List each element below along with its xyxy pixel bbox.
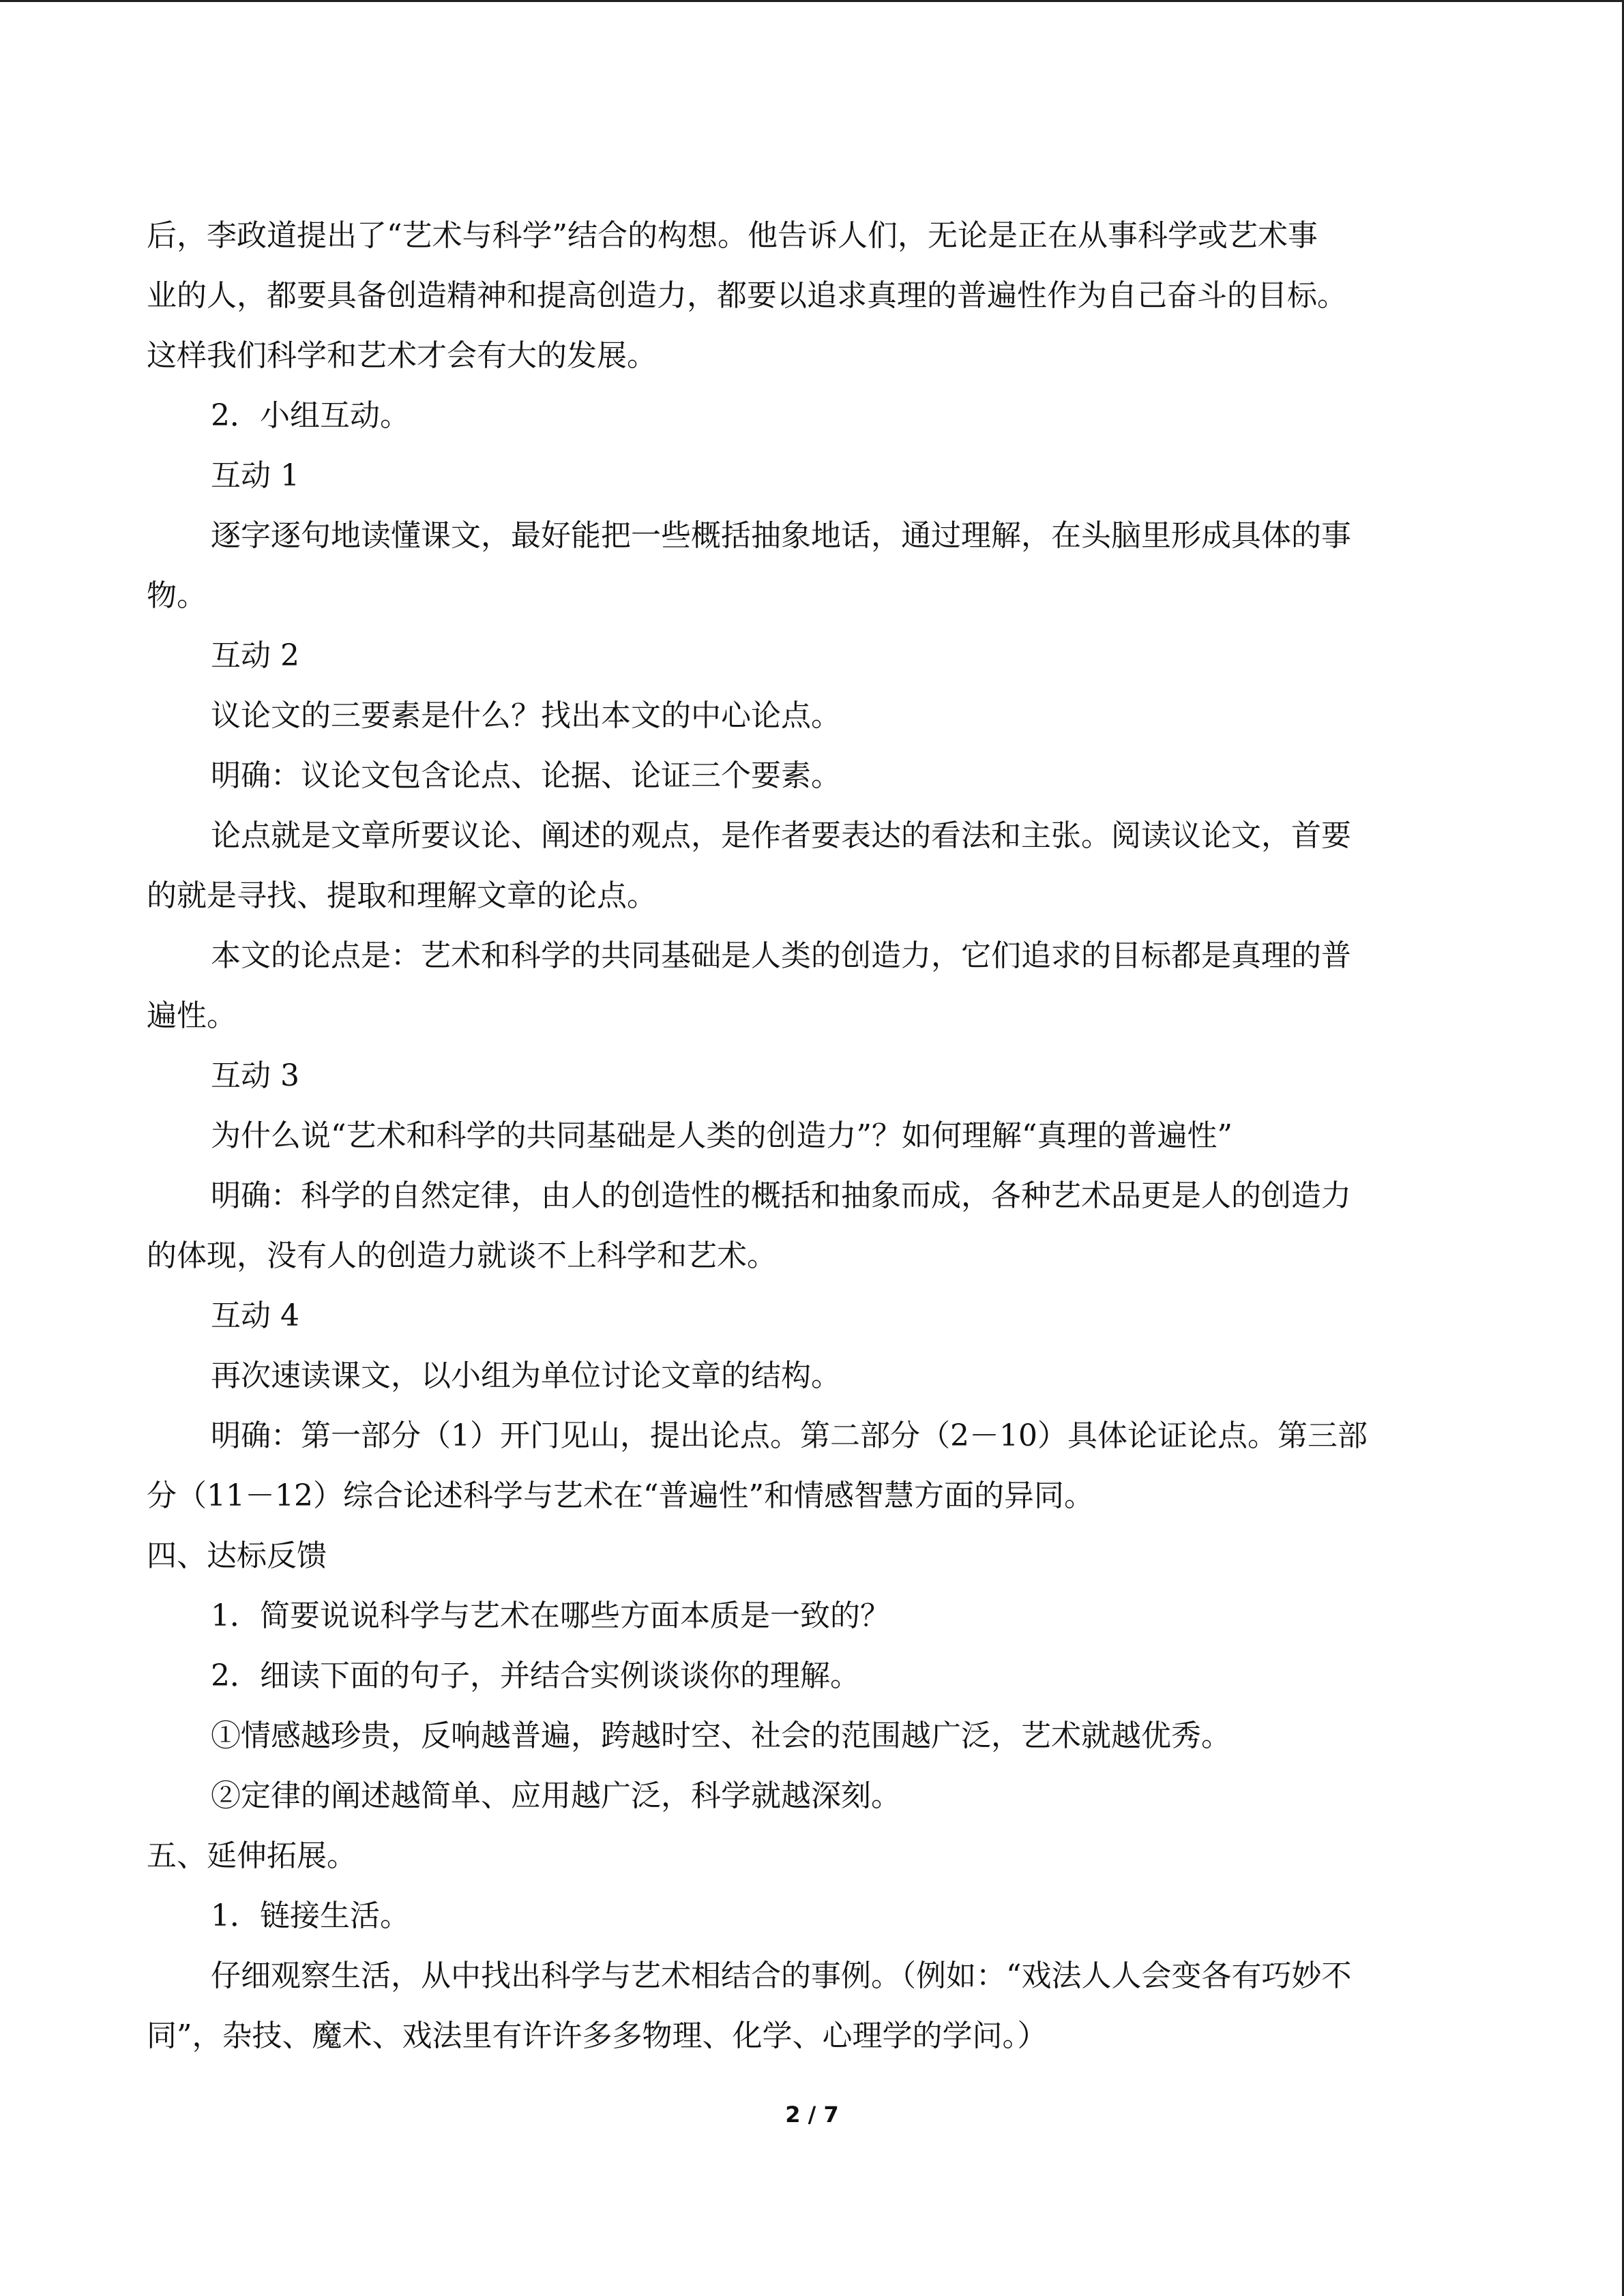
subheading: 互动 3: [211, 1058, 299, 1093]
text-line: 仔细观察生活，从中找出科学与艺术相结合的事例。（例如：“戏法人人会变各有巧妙不: [211, 1958, 1352, 1993]
text-line: 这样我们科学和艺术才会有大的发展。: [147, 338, 657, 373]
section-heading: 五、延伸拓展。: [147, 1838, 357, 1873]
text-line: 本文的论点是：艺术和科学的共同基础是人类的创造力，它们追求的目标都是真理的普: [211, 938, 1351, 973]
list-item: 1．简要说说科学与艺术在哪些方面本质是一致的？: [211, 1598, 890, 1633]
list-item: 1．链接生活。: [211, 1898, 410, 1933]
text-line: 论点就是文章所要议论、阐述的观点，是作者要表达的看法和主张。阅读议论文，首要: [211, 818, 1351, 853]
text-line: 物。: [147, 578, 207, 613]
text-line: 再次速读课文，以小组为单位讨论文章的结构。: [211, 1358, 841, 1393]
subheading: 互动 2: [211, 638, 299, 673]
text-line: 业的人，都要具备创造精神和提高创造力，都要以追求真理的普遍性作为自己奋斗的目标。: [147, 278, 1347, 313]
text-line: ②定律的阐述越简单、应用越广泛，科学就越深刻。: [211, 1778, 901, 1813]
text-line: ①情感越珍贵，反响越普遍，跨越时空、社会的范围越广泛，艺术就越优秀。: [211, 1718, 1231, 1753]
text-line: 分（11－12）综合论述科学与艺术在“普遍性”和情感智慧方面的异同。: [147, 1478, 1094, 1513]
section-heading: 四、达标反馈: [147, 1538, 327, 1573]
text-line: 同”，杂技、魔术、戏法里有许许多多物理、化学、心理学的学问。）: [147, 2018, 1048, 2053]
text-line: 为什么说“艺术和科学的共同基础是人类的创造力”？如何理解“真理的普遍性”: [211, 1118, 1232, 1153]
document-body: [147, 206, 1483, 2066]
list-item: 2．小组互动。: [211, 398, 410, 433]
subheading: 互动 4: [211, 1298, 299, 1333]
subheading: 互动 1: [211, 458, 299, 493]
page-number: 2 / 7: [785, 2102, 839, 2128]
text-line: 议论文的三要素是什么？找出本文的中心论点。: [211, 698, 841, 733]
text-line: 明确：第一部分（1）开门见山，提出论点。第二部分（2－10）具体论证论点。第三部: [211, 1418, 1368, 1453]
text-line: 的就是寻找、提取和理解文章的论点。: [147, 878, 657, 913]
text-line: 后，李政道提出了“艺术与科学”结合的构想。他告诉人们，无论是正在从事科学或艺术事: [147, 218, 1318, 253]
text-line: 遍性。: [147, 998, 237, 1033]
list-item: 2．细读下面的句子，并结合实例谈谈你的理解。: [211, 1658, 860, 1693]
text-line: 的体现，没有人的创造力就谈不上科学和艺术。: [147, 1238, 777, 1273]
text-line: 明确：议论文包含论点、论据、论证三个要素。: [211, 758, 841, 793]
text-line: 逐字逐句地读懂课文，最好能把一些概括抽象地话，通过理解，在头脑里形成具体的事: [211, 518, 1351, 553]
text-line: 明确：科学的自然定律，由人的创造性的概括和抽象而成，各种艺术品更是人的创造力: [211, 1178, 1351, 1213]
